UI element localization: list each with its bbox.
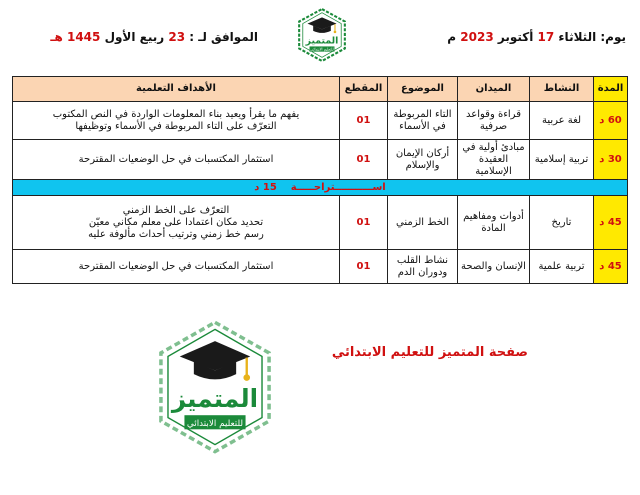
era: م [447,30,457,44]
goal-line: التعرّف على الخط الزمني [122,204,230,216]
goal-line: رسم خط زمني وترتيب أحداث مألوفة عليه [88,228,264,240]
logo-name-large: المتميز [171,383,259,413]
break-duration: 15 د [254,181,277,193]
goal-line: التعرّف على التاء المربوطة في الأسماء وتوظيفها [75,120,277,132]
row-goals [13,102,340,140]
logo-name-small: المتميز [305,35,339,47]
hijri-year: 1445 [66,30,101,44]
row-activity: تاريخ [530,196,594,250]
row-field: قراءة وقواعد صرفية [458,102,530,140]
month-name: أكتوبر [497,30,534,44]
row-topic: أركان الإيمان والإسلام [388,140,458,180]
table-row [13,196,628,250]
header-activity: النشاط [530,77,594,102]
lesson-plan-table [12,76,628,284]
break-label: اســـــــــــتراحـــــة [290,181,386,193]
brand-logo-large [156,320,274,454]
row-field: مبادئ أولية في العقيدة الإسلامية [458,140,530,180]
logo-subtitle-large: للتعليم الابتدائي [186,418,244,429]
row-duration: 60 د [594,102,628,140]
year: 2023 [460,30,494,44]
row-topic: التاء المربوطة في الأسماء [388,102,458,140]
date-gregorian [447,30,626,44]
row-field: الإنسان والصحة [458,250,530,284]
date-hijri [50,30,258,44]
footer-page-name: صفحة المتميز للتعليم الابتدائي [331,345,528,360]
row-activity: تربية علمية [530,250,594,284]
row-duration: 30 د [594,140,628,180]
row-segment: 01 [340,250,388,284]
hijri-month: ربيع الأول [104,30,165,44]
header-field: الميدان [458,77,530,102]
hijri-day: 23 [168,30,186,44]
day-prefix: يوم: الثلاثاء [558,30,626,44]
goal-line: يفهم ما يقرأ ويعيد بناء المعلومات الواردة في النص المكتوب [52,108,300,120]
row-goals [13,250,340,284]
header-topic: الموضوع [388,77,458,102]
hijri-suffix: هـ [50,30,63,44]
row-duration: 45 د [594,250,628,284]
row-activity: تربية إسلامية [530,140,594,180]
row-topic: الخط الزمني [388,196,458,250]
break-cell [13,180,628,196]
logo-subtitle-small: للتعليم الابتدائي [310,47,334,52]
hijri-prefix: الموافق لـ : [189,30,258,44]
table-row [13,140,628,180]
table-row [13,102,628,140]
row-goals [13,140,340,180]
table-row [13,250,628,284]
goal-line: استثمار المكتسبات في حل الوضعيات المقترحة [78,153,274,165]
table-header-row [13,77,628,102]
brand-logo-small [296,8,348,62]
row-goals [13,196,340,250]
row-topic: نشاط القلب ودوران الدم [388,250,458,284]
header-duration: المدة [594,77,628,102]
break-row [13,180,628,196]
row-segment: 01 [340,102,388,140]
row-field: أدوات ومفاهيم المادة [458,196,530,250]
header-goals: الأهداف التعلمية [13,77,340,102]
day-number: 17 [537,30,555,44]
row-activity: لغة عربية [530,102,594,140]
row-segment: 01 [340,196,388,250]
goal-line: استثمار المكتسبات في حل الوضعيات المقترحة [78,260,274,272]
row-segment: 01 [340,140,388,180]
row-duration: 45 د [594,196,628,250]
goal-line: تحديد مكان اعتمادا على معلم مكاني معيّن [88,216,264,228]
header-segment: المقطع [340,77,388,102]
